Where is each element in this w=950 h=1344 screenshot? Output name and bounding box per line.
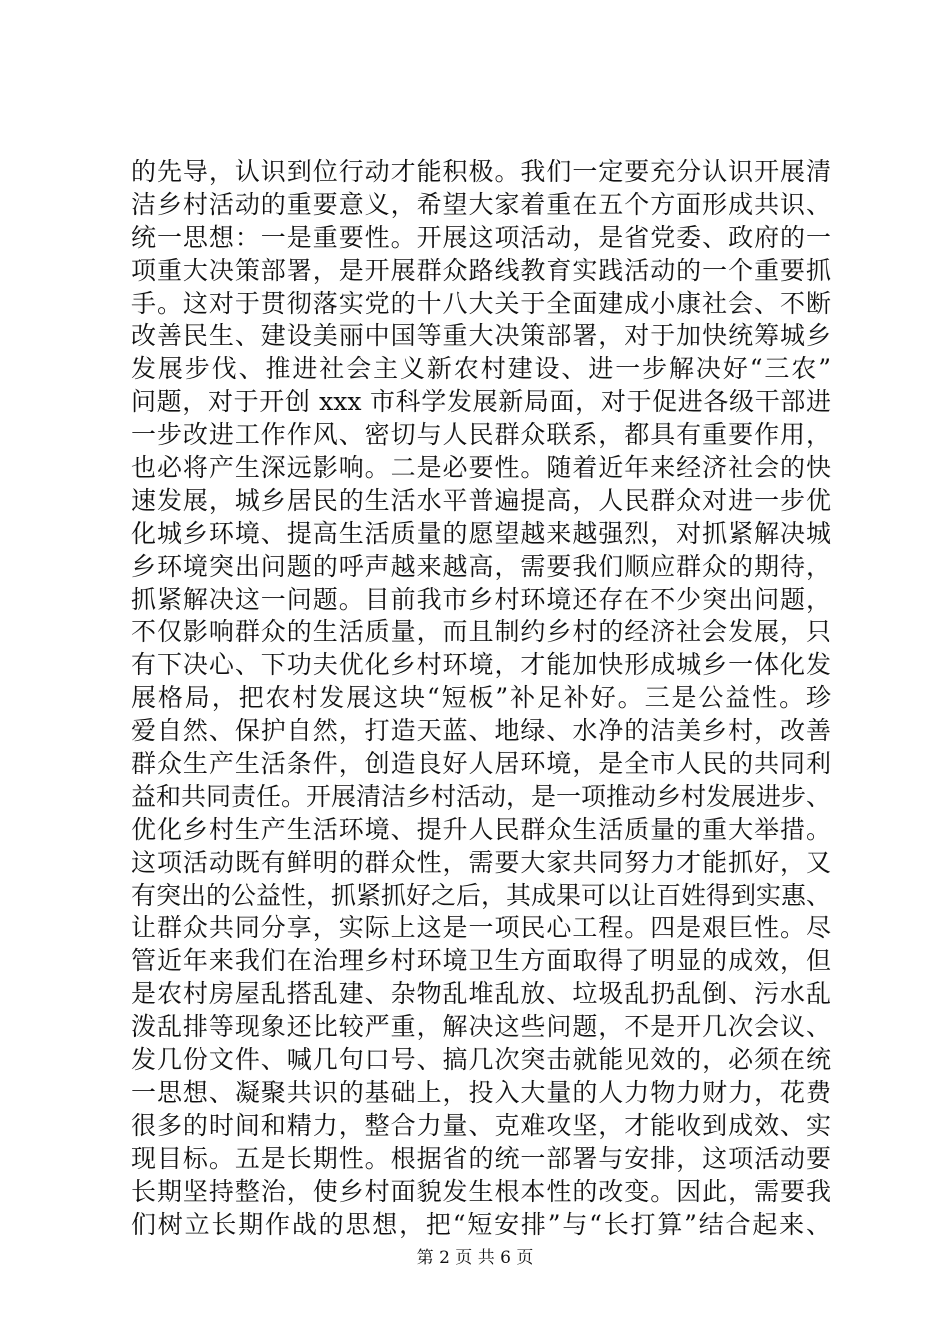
text-line: 长期坚持整治，使乡村面貌发生根本性的改变。因此，需要我 [131, 1176, 831, 1206]
page-footer: 第 2 页 共 6 页 [416, 1248, 534, 1268]
text-line: 问题，对于开创 xxx 市科学发展新局面，对于促进各级干部进 [131, 387, 831, 417]
text-line: 现目标。五是长期性。根据省的统一部署与安排，这项活动要 [131, 1143, 831, 1173]
text-line: 乡环境突出问题的呼声越来越高，需要我们顺应群众的期待， [131, 551, 831, 581]
text-line: 有下决心、下功夫优化乡村环境，才能加快形成城乡一体化发 [131, 650, 831, 680]
text-line: 的先导，认识到位行动才能积极。我们一定要充分认识开展清 [131, 157, 831, 186]
text-line: 让群众共同分享，实际上这是一项民心工程。四是艰巨性。尽 [131, 913, 831, 943]
text-line: 一步改进工作作风、密切与人民群众联系，都具有重要作用， [131, 420, 831, 450]
text-line: 优化乡村生产生活环境、提升人民群众生活质量的重大举措。 [131, 814, 831, 844]
text-line: 发几份文件、喊几句口号、搞几次突击就能见效的，必须在统 [131, 1045, 831, 1075]
text-line: 益和共同责任。开展清洁乡村活动，是一项推动乡村发展进步、 [131, 781, 832, 811]
text-line: 化城乡环境、提高生活质量的愿望越来越强烈，对抓紧解决城 [131, 518, 831, 548]
text-line: 手。这对于贯彻落实党的十八大关于全面建成小康社会、不断 [131, 288, 831, 318]
text-line: 很多的时间和精力，整合力量、克难攻坚，才能收到成效、实 [131, 1110, 831, 1140]
text-line: 速发展，城乡居民的生活水平普遍提高，人民群众对进一步优 [131, 485, 831, 515]
text-line: 这项活动既有鲜明的群众性，需要大家共同努力才能抓好，又 [131, 847, 831, 877]
text-line: 展格局，把农村发展这块“短板”补足补好。三是公益性。珍 [131, 683, 831, 713]
text-line: 们树立长期作战的思想，把“短安排”与“长打算”结合起来、 [131, 1209, 831, 1239]
text-line: 统一思想：一是重要性。开展这项活动，是省党委、政府的一 [131, 222, 831, 252]
text-line: 洁乡村活动的重要意义，希望大家着重在五个方面形成共识、 [131, 189, 831, 219]
text-line: 不仅影响群众的生活质量，而且制约乡村的经济社会发展，只 [131, 617, 831, 647]
text-line: 发展步伐、推进社会主义新农村建设、进一步解决好“三农” [131, 354, 831, 384]
text-line: 一思想、凝聚共识的基础上，投入大量的人力物力财力，花费 [131, 1077, 831, 1107]
text-line: 抓紧解决这一问题。目前我市乡村环境还存在不少突出问题， [131, 584, 831, 614]
text-line: 改善民生、建设美丽中国等重大决策部署，对于加快统筹城乡 [131, 321, 831, 351]
text-line: 有突出的公益性，抓紧抓好之后，其成果可以让百姓得到实惠、 [131, 880, 832, 910]
body-text [131, 156, 831, 1241]
text-line: 泼乱排等现象还比较严重，解决这些问题，不是开几次会议、 [131, 1012, 831, 1042]
text-line: 群众生产生活条件，创造良好人居环境，是全市人民的共同利 [131, 749, 831, 779]
text-line: 也必将产生深远影响。二是必要性。随着近年来经济社会的快 [131, 453, 831, 483]
text-line: 爱自然、保护自然，打造天蓝、地绿、水净的洁美乡村，改善 [131, 716, 831, 746]
text-line: 是农村房屋乱搭乱建、杂物乱堆乱放、垃圾乱扔乱倒、污水乱 [131, 979, 831, 1009]
text-line: 项重大决策部署，是开展群众路线教育实践活动的一个重要抓 [131, 255, 831, 285]
text-line: 管近年来我们在治理乡村环境卫生方面取得了明显的成效，但 [131, 946, 831, 976]
